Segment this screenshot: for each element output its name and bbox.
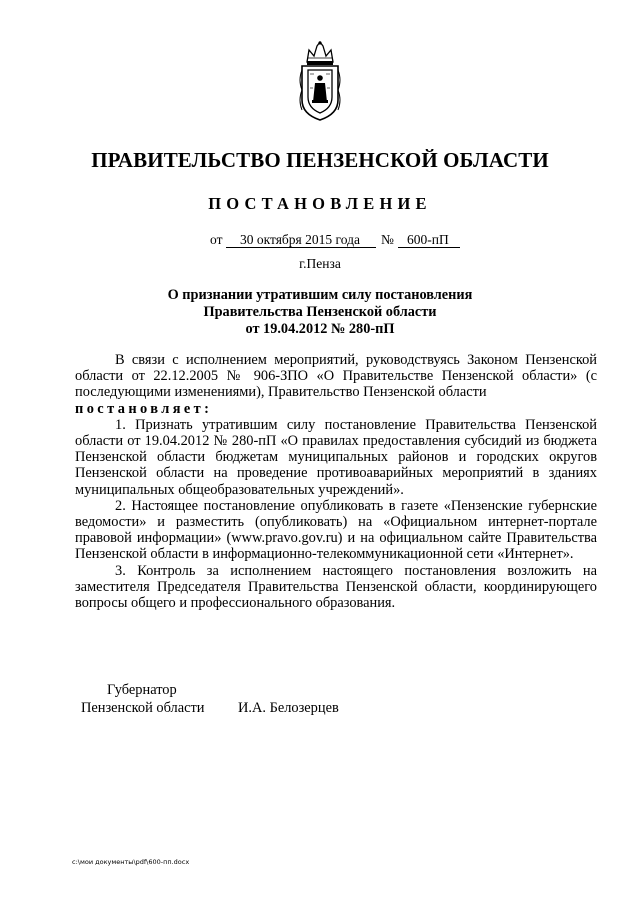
- item-3-paragraph: 3. Контроль за исполнением настоящего постановления возложить на заместителя Председателя Правительства Пензенской области, координирующего вопросы общего и профессионального образования.: [75, 562, 597, 612]
- subject-line: О признании утратившим силу постановления: [167, 287, 473, 303]
- item-1-paragraph: 1. Признать утратившим силу постановление Правительства Пензенской области от 19.04.2012 № 280-пП «О правилах предоставления субсидий из бюджета Пензенской области бюджетам муниципальных районов и городских округов Пензенской области на проведение противоаварийных мероприятий в зданиях муниципальных общеобразовательных учреждений».: [75, 416, 597, 498]
- subject-line: Правительства Пензенской области: [203, 304, 437, 320]
- footer-file-path: c:\мои документы\pdf\600-пп.docx: [72, 858, 190, 866]
- signatory-title-line1: Губернатор: [107, 682, 177, 698]
- date-number-line: [0, 232, 640, 248]
- city: г.Пенза: [299, 256, 341, 271]
- decree-word: постановляет:: [75, 400, 213, 417]
- signatory-title-line2: Пензенской области: [81, 700, 205, 716]
- subject-line: от 19.04.2012 № 280-пП: [245, 321, 395, 337]
- document-number: 600-пП: [407, 232, 449, 247]
- item-2-paragraph: 2. Настоящее постановление опубликовать в газете «Пензенские губернские ведомости» и разместить (опубликовать) на «Официальном интернет-портале правовой информации» (www.pravo.gov.ru) и на официальном сайте Правительства Пензенской области в информационно-телекоммуникационной сети «Интернет».: [75, 497, 597, 563]
- date-prefix: от: [210, 232, 223, 247]
- number-underline: [398, 247, 460, 248]
- document-body: [75, 352, 597, 611]
- coat-of-arms-icon: [297, 40, 343, 122]
- government-title: ПРАВИТЕЛЬСТВО ПЕНЗЕНСКОЙ ОБЛАСТИ: [91, 148, 549, 172]
- document-date: 30 октября 2015 года: [240, 232, 360, 247]
- preamble-paragraph: В связи с исполнением мероприятий, руководствуясь Законом Пензенской области от 22.12.2005 № 906-ЗПО «О Правительстве Пензенской области» (с последующими изменениями), Правительство Пензенской области: [75, 352, 597, 401]
- number-prefix: №: [381, 232, 394, 247]
- document-kind: ПОСТАНОВЛЕНИЕ: [208, 194, 432, 213]
- date-underline: [226, 247, 376, 248]
- signatory-name: И.А. Белозерцев: [238, 700, 339, 716]
- document-subject: [150, 287, 490, 338]
